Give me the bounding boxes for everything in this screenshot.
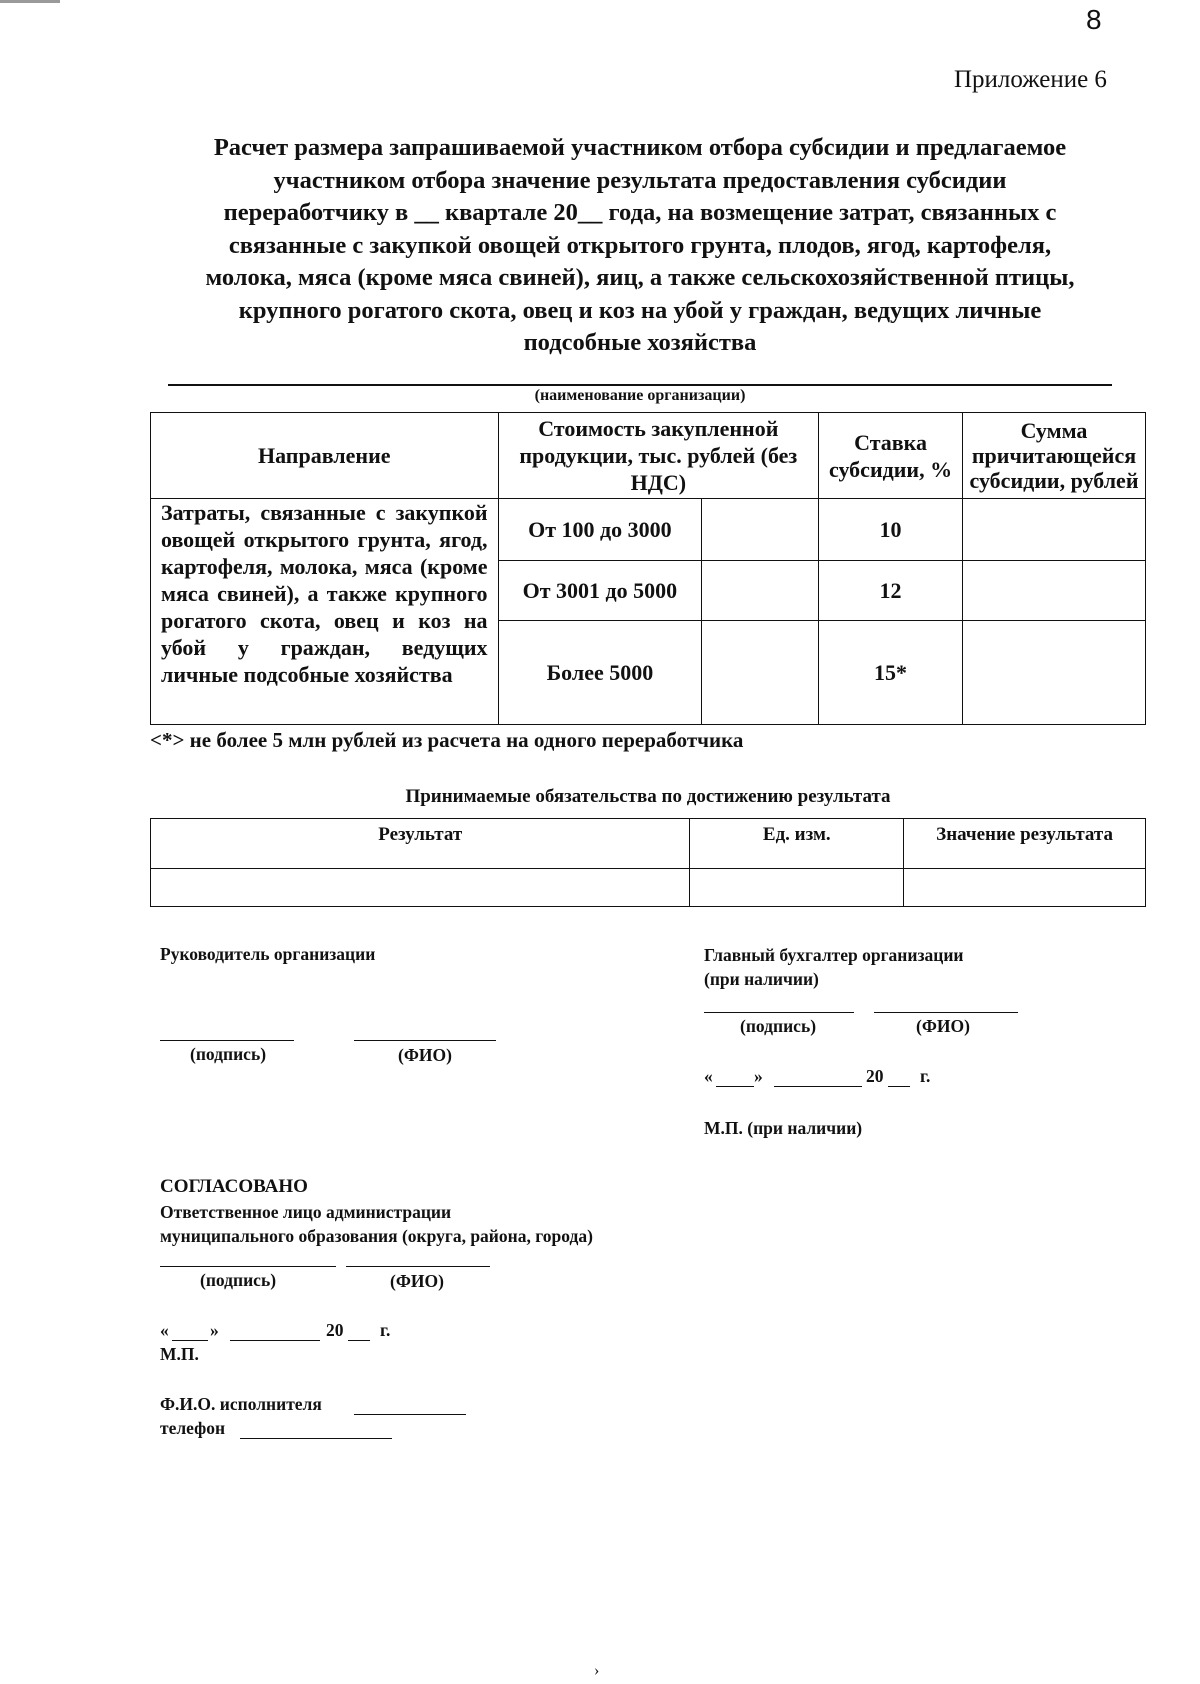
cost-range: Более 5000 [498,621,702,725]
title-line: связанные с закупкой овощей открытого грунта, плодов, ягод, картофеля, [228,231,1052,259]
title-line: молока, мяса (кроме мяса свиней), яиц, а также сельскохозяйственной птицы, [205,264,1075,291]
cost-value-cell[interactable] [702,621,819,725]
subsidy-calculation-table [150,412,1146,725]
accountant-title [704,943,963,991]
phone-label: телефон [160,1418,226,1438]
date-year-line[interactable] [348,1340,370,1341]
date-year-line[interactable] [888,1086,910,1087]
header-unit: Ед. изм. [690,819,904,869]
title-line: подсобные хозяйства [523,329,757,356]
head-fio-line[interactable] [354,1040,496,1041]
accountant-fio-line[interactable] [874,1012,1018,1013]
executor-label: Ф.И.О. исполнителя [160,1394,322,1414]
date-day-line[interactable] [716,1086,754,1087]
value-cell[interactable] [904,869,1146,907]
direction-description: Затраты, связанные с закупкой овощей открытого грунта, ягод, картофеля, молока, мяса (кроме мяса свиней), а также крупного рогатого скота, овец и коз на убой у граждан, ведущих личные подсобные хозяйства [151,499,499,725]
cost-value-cell[interactable] [702,499,819,561]
executor-name-line[interactable] [354,1414,466,1415]
header-result: Результат [151,819,690,869]
title-line: Расчет размера запрашиваемой участником отбора субсидии и предлагаемое [213,134,1067,161]
header-direction: Направление [151,413,499,499]
approved-line2: муниципального образования (округа, района, города) [160,1226,593,1246]
approved-line1: Ответственное лицо администрации [160,1202,452,1222]
signature-caption: (подпись) [200,1270,277,1290]
header-value: Значение результата [904,819,1146,869]
date-day-line[interactable] [172,1340,208,1341]
table-row [151,869,1146,907]
date-close-quote: » [210,1320,219,1340]
organization-name-line[interactable] [168,384,1112,386]
title-line: переработчику в __ квартале 20__ года, на возмещение затрат, связанных с [223,199,1057,226]
date-open-quote: « [704,1066,713,1086]
header-sum: Сумма причитающейся субсидии, рублей [963,413,1146,499]
title-line: участником отбора значение результата предоставления субсидии [273,166,1007,194]
rate-value: 12 [819,561,963,621]
result-cell[interactable] [151,869,690,907]
scan-mark-bottom: › [594,1662,600,1679]
signature-caption: (подпись) [740,1016,817,1036]
sum-value-cell[interactable] [963,621,1146,725]
rate-value: 15* [819,621,963,725]
stamp-label: М.П. [160,1344,199,1364]
date-month-line[interactable] [774,1086,862,1087]
head-title: Руководитель организации [160,944,376,964]
accountant-signature-line[interactable] [704,1012,854,1013]
title-line: крупного рогатого скота, овец и коз на убой у граждан, ведущих личные [238,296,1042,324]
table-header-row [151,819,1146,869]
accountant-note: (при наличии) [704,969,819,989]
date-year-suffix: г. [380,1320,391,1340]
signature-caption: (подпись) [190,1044,267,1064]
fio-caption: (ФИО) [398,1045,452,1065]
header-cost: Стоимость закупленной продукции, тыс. рублей (без НДС) [498,413,819,499]
table-row [151,499,1146,561]
cost-value-cell[interactable] [702,561,819,621]
header-rate: Ставка субсидии, % [819,413,963,499]
approved-heading: СОГЛАСОВАНО [160,1176,308,1197]
unit-cell[interactable] [690,869,904,907]
date-month-line[interactable] [230,1340,320,1341]
accountant-title-text: Главный бухгалтер организации [704,945,964,965]
organization-caption: (наименование организации) [534,387,746,404]
footnote: <*> не более 5 млн рублей из расчета на одного переработчика [150,728,744,752]
fio-caption: (ФИО) [916,1016,970,1036]
cost-range: От 100 до 3000 [498,499,702,561]
page-number: 8 [1086,4,1102,35]
document-title [150,132,1130,360]
fio-caption: (ФИО) [390,1271,444,1291]
date-year-prefix: 20 [326,1320,344,1340]
date-open-quote: « [160,1320,169,1340]
date-year-suffix: г. [920,1066,931,1086]
approved-signature-line[interactable] [160,1266,336,1267]
date-close-quote: » [754,1066,763,1086]
rate-value: 10 [819,499,963,561]
approved-fio-line[interactable] [346,1266,490,1267]
date-year-prefix: 20 [866,1066,884,1086]
obligations-table [150,818,1146,907]
cost-range: От 3001 до 5000 [498,561,702,621]
scan-artifact [0,0,60,3]
head-signature-line[interactable] [160,1040,294,1041]
stamp-optional: М.П. (при наличии) [704,1118,863,1138]
obligations-caption: Принимаемые обязательства по достижению результата [405,786,891,807]
appendix-label: Приложение 6 [954,66,1107,93]
phone-line[interactable] [240,1438,392,1439]
table-header-row [151,413,1146,499]
sum-value-cell[interactable] [963,561,1146,621]
sum-value-cell[interactable] [963,499,1146,561]
